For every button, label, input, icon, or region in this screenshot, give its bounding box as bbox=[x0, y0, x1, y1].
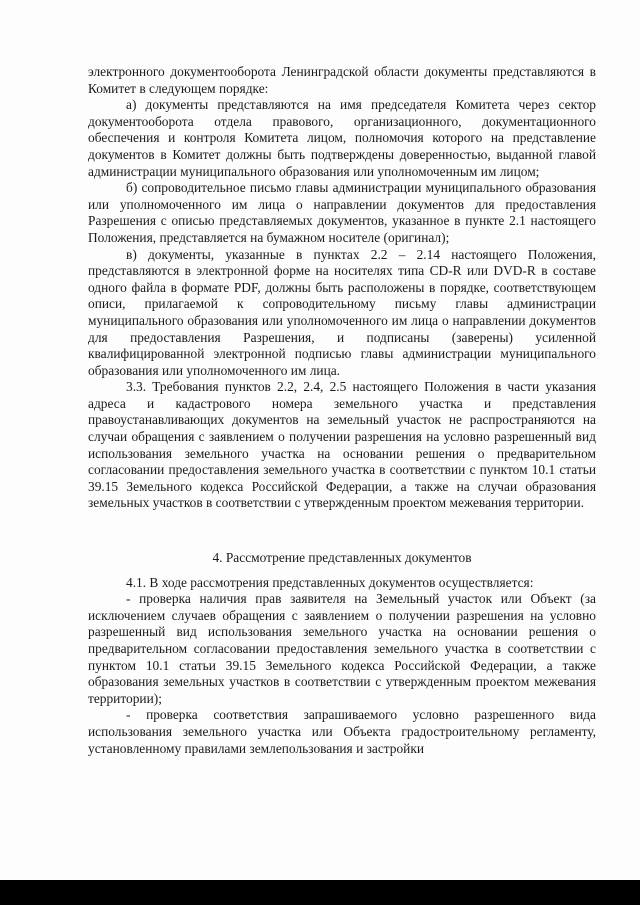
section-heading: 4. Рассмотрение представленных документов bbox=[212, 550, 472, 566]
paragraph-item-v: в) документы, указанные в пунктах 2.2 – 2.14 настоящего Положения, представляются в электронной форме на носителях типа CD-R или DVD-R в составе одного файла в формате PDF, должны быть расположены в порядке, соответствующем описи, прилагаемой к сопроводительному письму главы администрации муниципального образования или уполномоченного им лица о направлении документов для предоставления Разрешения, и подписаны (заверены) усиленной квалифицированной электронной подписью главы администрации муниципального образования или уполномоченного им лица. bbox=[88, 246, 596, 378]
scan-bottom-border bbox=[0, 880, 640, 905]
paragraph-4-1: 4.1. В ходе рассмотрения представленных документов осуществляется: bbox=[126, 574, 534, 590]
paragraph-check-compliance: - проверка соответствия запрашиваемого условно разрешенного вида использования земельного участка или Объекта градостроительному регламенту, установленному правилами землепользования и застройки bbox=[88, 707, 596, 756]
paragraph-check-rights: - проверка наличия прав заявителя на Земельный участок или Объект (за исключением случаев обращения с заявлением о получении разрешения на условно разрешенный вид использования земельного участка на основании решения о предварительном согласовании предоставления земельного участка в соответствии с пунктом 10.1 статьи 39.15 Земельного кодекса Российской Федерации, а также образования земельных участков в соответствии с утвержденным проектом межевания территории); bbox=[88, 591, 596, 706]
paragraph-item-b: б) сопроводительное письмо главы администрации муниципального образования или уполномоченного им лица о направлении документов для предоставления Разрешения с описью представляемых документов, указанное в пункте 2.1 настоящего Положения, представляется на бумажном носителе (оригинал); bbox=[88, 180, 596, 245]
document-body bbox=[88, 64, 596, 757]
section-gap bbox=[88, 512, 596, 526]
paragraph-intro: электронного документооборота Ленинградской области документы представляются в Комитет в следующем порядке: bbox=[88, 64, 596, 96]
paragraph-3-3: 3.3. Требования пунктов 2.2, 2.4, 2.5 настоящего Положения в части указания адреса и кадастрового номера земельного участка и представления правоустанавливающих документов на земельный участок не распространяются на случаи обращения с заявлением о получении разрешения на условно разрешенный вид использования земельного участка на основании решения о предварительном согласовании предоставления земельного участка в соответствии с пунктом 10.1 статьи 39.15 Земельного кодекса Российской Федерации, а также на случаи образования земельных участков в соответствии с утвержденным проектом межевания территории. bbox=[88, 379, 596, 511]
paragraph-item-a: а) документы представляются на имя председателя Комитета через сектор документооборота отдела правового, организационного, документационного обеспечения и контроля Комитета лицом, полномочия которого на представление документов в Комитет должны быть подтверждены доверенностью, выданной главой администрации муниципального образования или уполномоченным им лицом; bbox=[88, 97, 596, 179]
